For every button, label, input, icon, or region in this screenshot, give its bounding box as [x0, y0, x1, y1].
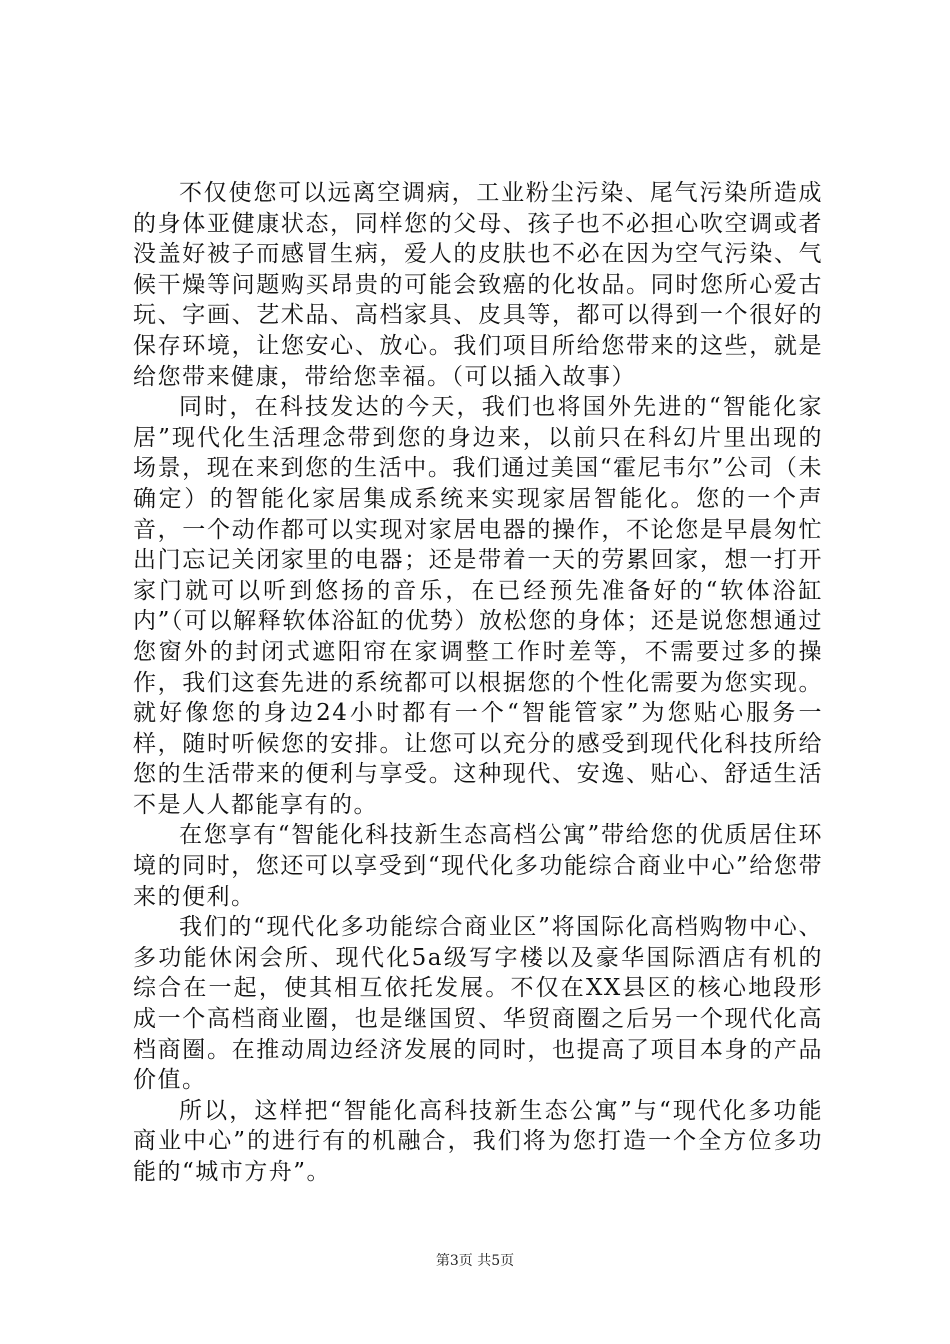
- paragraph-3: 在您享有“智能化科技新生态高档公寓”带给您的优质居住环境的同时，您还可以享受到“现代化多功能综合商业中心”给您带来的便利。: [133, 822, 823, 910]
- page-number-footer: 第3页 共5页: [435, 1253, 515, 1269]
- paragraph-5: 所以，这样把“智能化高科技新生态公寓”与“现代化多功能商业中心”的进行有的机融合，我们将为您打造一个全方位多功能的“城市方舟”。: [133, 1097, 823, 1185]
- paragraph-4: 我们的“现代化多功能综合商业区”将国际化高档购物中心、多功能休闲会所、现代化5a级写字楼以及豪华国际酒店有机的综合在一起，使其相互依托发展。不仅在XX县区的核心地段形成一个高档商业圈，也是继国贸、华贸商圈之后另一个现代化高档商圈。在推动周边经济发展的同时，也提高了项目本身的产品价值。: [133, 914, 823, 1094]
- paragraph-1: 不仅使您可以远离空调病，工业粉尘污染、尾气污染所造成的身体亚健康状态，同样您的父母、孩子也不必担心吹空调或者没盖好被子而感冒生病，爱人的皮肤也不必在因为空气污染、气候干燥等问题购买昂贵的可能会致癌的化妆品。同时您所心爱古玩、字画、艺术品、高档家具、皮具等，都可以得到一个很好的保存环境，让您安心、放心。我们项目所给您带来的这些，就是给您带来健康，带给您幸福。（可以插入故事）: [133, 180, 823, 390]
- document-body: [133, 178, 823, 1188]
- paragraph-2: 同时，在科技发达的今天，我们也将国外先进的“智能化家居”现代化生活理念带到您的身边来，以前只在科幻片里出现的场景，现在来到您的生活中。我们通过美国“霍尼韦尔”公司（未确定）的智能化家居集成系统来实现家居智能化。您的一个声音，一个动作都可以实现对家居电器的操作，不论您是早晨匆忙出门忘记关闭家里的电器；还是带着一天的劳累回家，想一打开家门就可以听到悠扬的音乐，在已经预先准备好的“软体浴缸内”（可以解释软体浴缸的优势）放松您的身体；还是说您想通过您窗外的封闭式遮阳帘在家调整工作时差等，不需要过多的操作，我们这套先进的系统都可以根据您的个性化需要为您实现。就好像您的身边24小时都有一个“智能管家”为您贴心服务一样，随时听候您的安排。让您可以充分的感受到现代化科技所给您的生活带来的便利与享受。这种现代、安逸、贴心、舒适生活不是人人都能享有的。: [133, 394, 823, 818]
